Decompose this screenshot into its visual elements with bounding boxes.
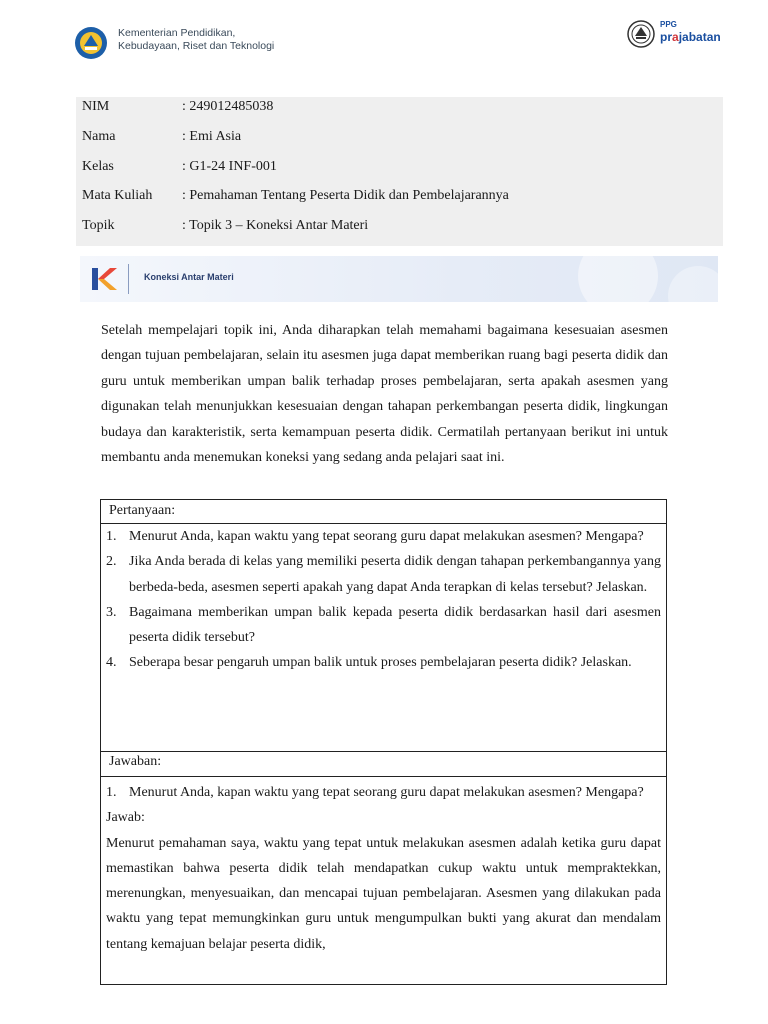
question-number: 1. <box>106 529 117 544</box>
ppg-prajabatan-logo <box>660 20 721 44</box>
answer-question-item <box>106 780 661 805</box>
question-item <box>106 600 661 651</box>
qa-table <box>100 499 667 985</box>
k-logo-icon <box>90 266 118 292</box>
question-item <box>106 650 661 675</box>
banner-title: Koneksi Antar Materi <box>144 272 234 282</box>
ministry-name <box>118 27 274 53</box>
answers-heading: Jawaban: <box>109 754 162 769</box>
question-item <box>106 524 661 549</box>
questions-list <box>106 524 661 676</box>
answer-text: Menurut pemahaman saya, waktu yang tepat untuk melakukan asesmen adalah ketika guru dapat memastikan bahwa peserta didik telah mendapatkan cukup waktu untuk mempraktekkan, merenungkan, menyesuaikan, dan mencapai tujuan pembelajaran. Asesmen yang dilakukan pada waktu yang tepat memungkinkan guru untuk mengumpulkan bukti yang akurat dan mendalam tentang kemajuan belajar peserta didik, <box>106 835 661 952</box>
prajabatan-label <box>660 30 721 44</box>
topic-banner <box>80 256 718 302</box>
table-divider <box>101 751 666 752</box>
info-value: : G1-24 INF-001 <box>182 159 277 174</box>
banner-decoration <box>578 256 658 302</box>
banner-divider <box>128 264 129 294</box>
question-text: Seberapa besar pengaruh umpan balik untuk proses pembelajaran peserta didik? Jelaskan. <box>129 655 632 671</box>
answer-section <box>106 780 661 957</box>
intro-paragraph: Setelah mempelajari topik ini, Anda diharapkan telah memahami bagaimana kesesuaian asesmen dengan tujuan pembelajaran, selain itu asesmen juga dapat memberikan ruang bagi peserta didik dan guru untuk memberikan umpan balik terhadap proses pembelajaran, serta apakah asesmen yang digunakan telah menunjukkan kesesuaian dengan tahapan perkembangan peserta didik, lingkungan budaya dan karakteristik, serta kemampuan peserta didik. Cermatilah pertanyaan berikut ini untuk membantu anda menemukan koneksi yang sedang anda pelajari saat ini. <box>101 323 668 466</box>
ministry-line-1: Kementerian Pendidikan, <box>118 27 236 39</box>
question-item <box>106 549 661 600</box>
info-value: : Pemahaman Tentang Peserta Didik dan Pembelajarannya <box>182 188 509 203</box>
answer-question-number: 1. <box>106 785 117 800</box>
page-header <box>0 0 768 90</box>
answer-question-text: Menurut Anda, kapan waktu yang tepat seorang guru dapat melakukan asesmen? Mengapa? <box>129 785 644 800</box>
prajabatan-prefix: pr <box>660 30 672 44</box>
jawab-label: Jawab: <box>106 810 145 826</box>
student-info-box <box>76 97 723 246</box>
info-label: Topik <box>82 218 115 233</box>
info-label: Nama <box>82 129 116 144</box>
info-value: : Topik 3 – Koneksi Antar Materi <box>182 218 369 233</box>
table-divider <box>101 776 666 777</box>
info-label: NIM <box>82 99 110 114</box>
question-text: Bagaimana memberikan umpan balik kepada peserta didik berdasarkan hasil dari asesmen peserta didik tersebut? <box>129 604 661 646</box>
question-number: 3. <box>106 604 117 620</box>
info-label: Mata Kuliah <box>82 188 153 203</box>
prajabatan-accent: a <box>672 30 679 44</box>
university-seal-icon <box>627 20 655 48</box>
banner-decoration <box>668 266 718 302</box>
ministry-line-2: Kebudayaan, Riset dan Teknologi <box>118 40 275 52</box>
info-value: : 249012485038 <box>182 99 274 114</box>
question-text: Jika Anda berada di kelas yang memiliki peserta didik dengan tahapan perkembangannya yang berbeda-beda, asesmen seperti apakah yang dapat Anda terapkan di kelas tersebut? Jelaskan. <box>129 554 661 595</box>
question-text: Menurut Anda, kapan waktu yang tepat seorang guru dapat melakukan asesmen? Mengapa? <box>129 529 644 544</box>
question-number: 2. <box>106 554 117 570</box>
info-label: Kelas <box>82 159 114 174</box>
info-value: : Emi Asia <box>182 129 242 144</box>
prajabatan-suffix: jabatan <box>678 30 721 44</box>
ppg-label: PPG <box>660 20 677 29</box>
question-number: 4. <box>106 655 117 671</box>
questions-heading: Pertanyaan: <box>109 503 176 518</box>
tut-wuri-handayani-logo-icon <box>74 26 108 60</box>
